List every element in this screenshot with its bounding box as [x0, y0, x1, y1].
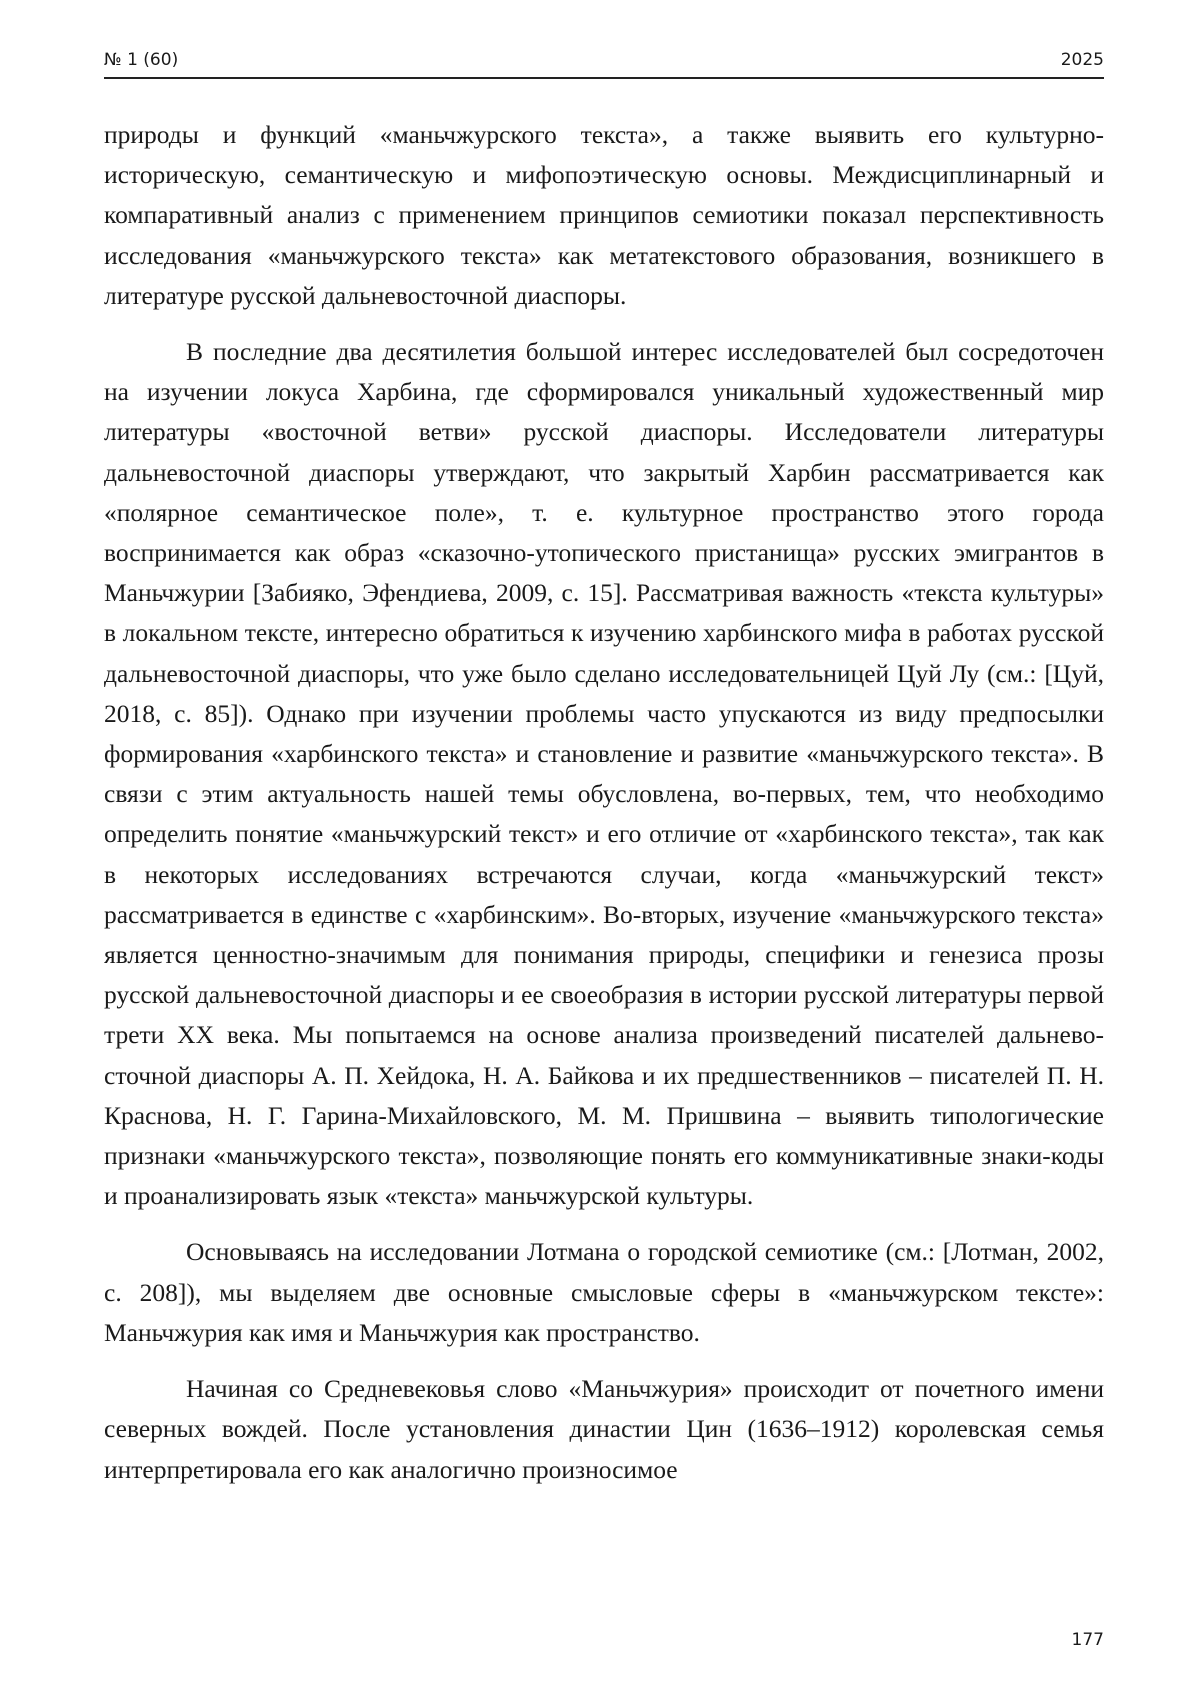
page-number: 177: [1071, 1630, 1104, 1650]
header-rule: [104, 77, 1104, 79]
paragraph: Начиная со Средневековья слово «Маньчжурия» происходит от почетного имени северных вождей. После установления династии Цин (1636–1912) королевская семья интерпретировала его как аналогично произносимое: [104, 1374, 1104, 1484]
paragraph: В последние два десятилетия большой интерес исследователей был сосредоточен на изучении локуса Харбина, где сформировался уникальный художественный мир литературы «восточной ветви» русской диаспоры. Исследователи литературы дальневосточной диаспоры утверждают, что закрытый Харбин рассматривается как «полярное семантическое поле», т. е. культурное пространство этого города воспринимается как образ «сказочно-утопического пристанища» русских эмигрантов в Маньчжурии [Забияко, Эфендиева, 2009, с. 15]. Рассматривая важность «текста культуры» в локальном тексте, интересно обратиться к изучению харбинского мифа в работах русской дальневосточной диаспоры, что уже было сделано исследовательницей Цуй Лу (см.: [Цуй, 2018, с. 85]). Однако при изучении проблемы часто упускаются из виду предпосылки формирования «харбинского текста» и становление и развитие «маньчжурского текста». В связи с этим актуальность нашей темы обусловлена, во-первых, тем, что необходимо определить понятие «маньчжурский текст» и его отличие от «харбинского текста», так как в некоторых исследованиях встречаются случаи, когда «маньчжурский текст» рассматривается в единстве с «харбинским». Во-вторых, изучение «маньчжурского текста» является ценностно-значимым для понимания природы, специфики и генезиса прозы русской дальневосточной диаспоры и ее своеобразия в истории русской литературы первой трети XX века. Мы попытаемся на основе анализа произведений писателей дальневосточной диаспоры А. П. Хейдока, Н. А. Байкова и их предшественников – писателей П. Н. Краснова, Н. Г. Гарина-Михайловского, М. М. Пришвина – выявить типологические признаки «маньчжурского текста», позволяющие понять его коммуникативные знаки-коды и проанализировать язык «текста» маньчжурской культуры.: [104, 337, 1104, 1211]
article-body: [104, 115, 1104, 1506]
paragraph-continuation: природы и функций «маньчжурского текста», а также выявить его культурно-историческую, семантическую и мифопоэтическую основы. Междисциплинарный и компаративный анализ с применением принципов семиотики показал перспективность исследования «маньчжурского текста» как метатекстового образования, возникшего в литературе русской дальневосточной диаспоры.: [104, 120, 1104, 310]
paragraph: Основываясь на исследовании Лотмана о городской семиотике (см.: [Лотман, 2002, с. 208]), мы выделяем две основные смысловые сферы в «маньчжурском тексте»: Маньчжурия как имя и Маньчжурия как пространство.: [104, 1237, 1104, 1347]
journal-year: 2025: [1060, 50, 1104, 70]
running-header: [104, 50, 1104, 76]
journal-issue-number: № 1 (60): [104, 50, 179, 70]
